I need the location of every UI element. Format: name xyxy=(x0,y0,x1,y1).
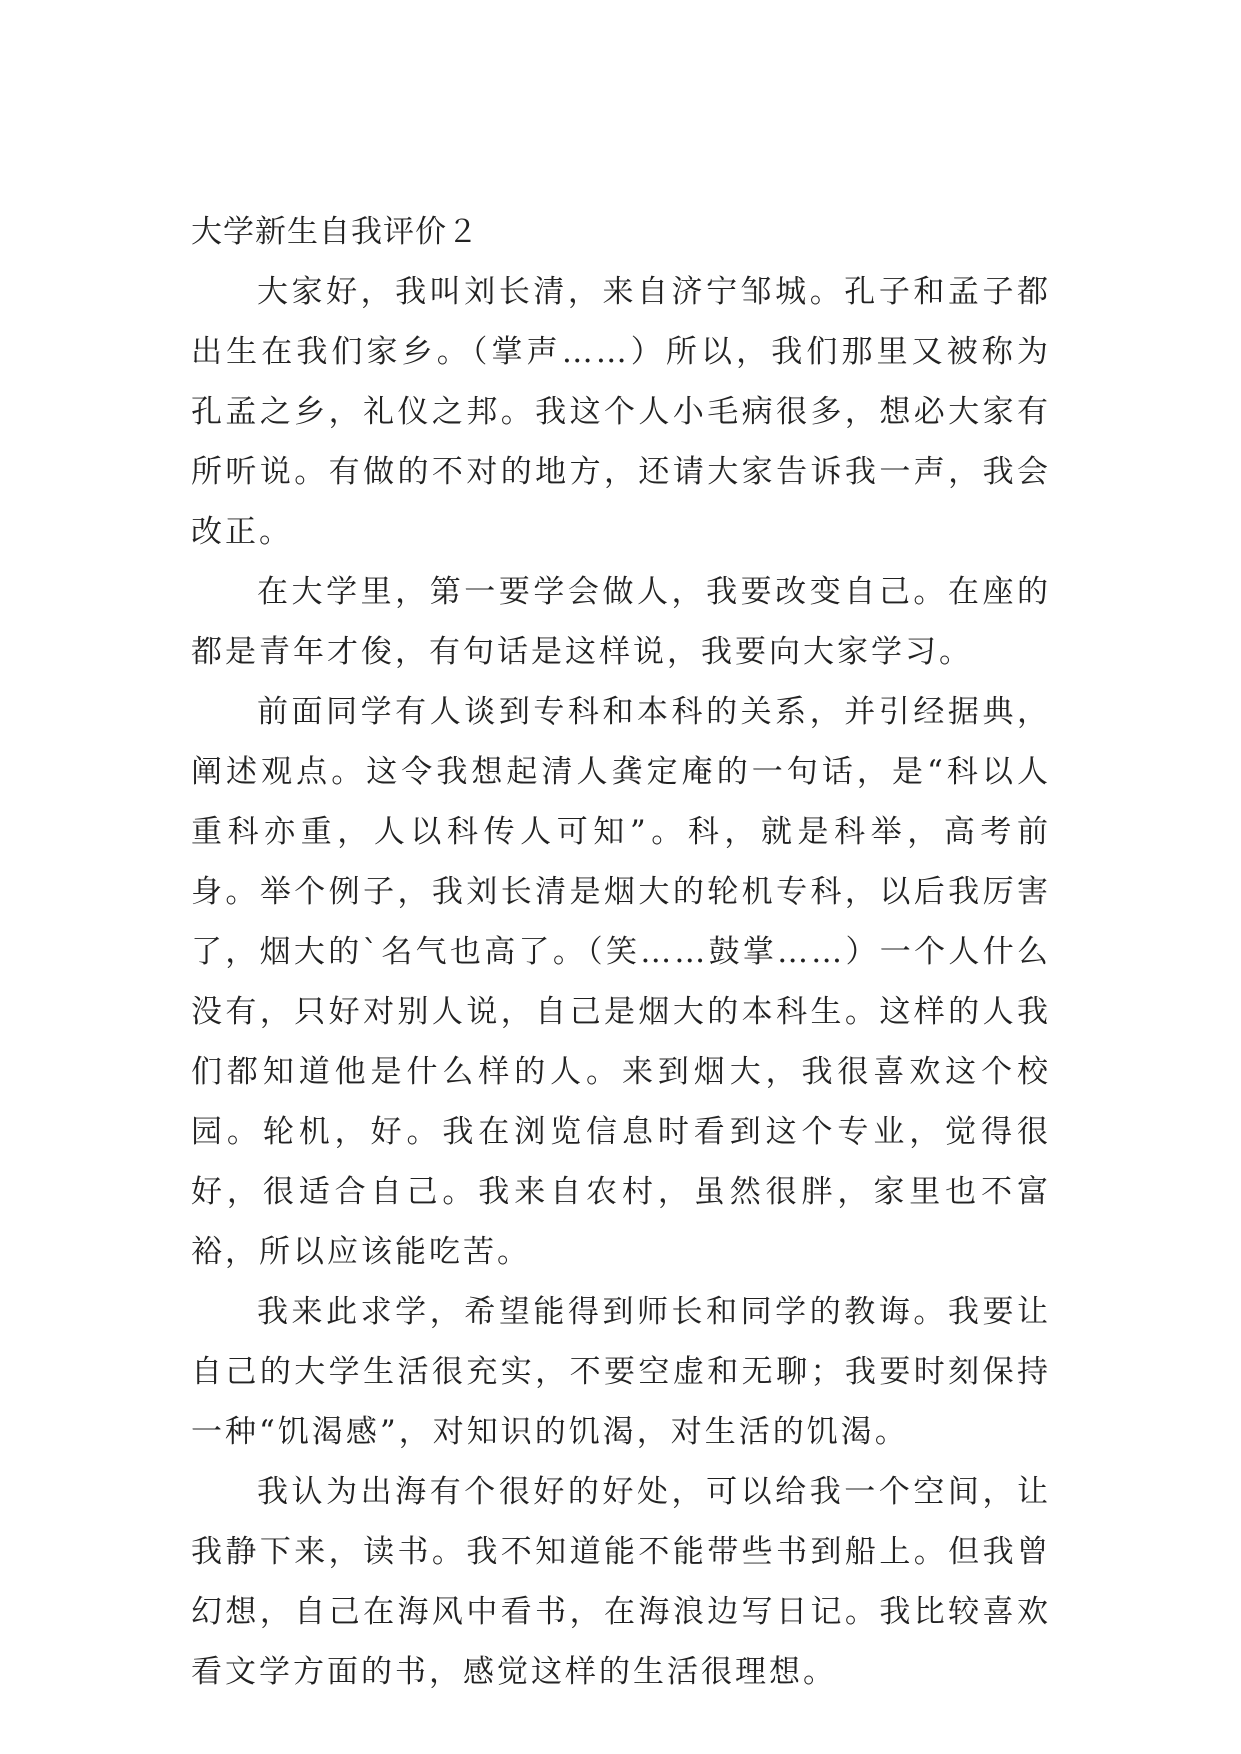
paragraph-university-goals: 在大学里，第一要学会做人，我要改变自己。在座的都是青年才俊，有句话是这样说，我要向大家学习。 xyxy=(191,574,1051,670)
paragraph-sea-reading: 我认为出海有个很好的好处，可以给我一个空间，让我静下来，读书。我不知道能不能带些书到船上。但我曾幻想，自己在海风中看书，在海浪边写日记。我比较喜欢看文学方面的书，感觉这样的生活很理想。 xyxy=(191,1474,1051,1690)
paragraph-major-choice: 前面同学有人谈到专科和本科的关系，并引经据典，阐述观点。这令我想起清人龚定庵的一句话，是“科以人重科亦重，人以科传人可知”。科，就是科举，高考前身。举个例子，我刘长清是烟大的轮机专科，以后我厉害了，烟大的`名气也高了。（笑……鼓掌……）一个人什么没有，只好对别人说，自己是烟大的本科生。这样的人我们都知道他是什么样的人。来到烟大，我很喜欢这个校园。轮机，好。我在浏览信息时看到这个专业，觉得很好，很适合自己。我来自农村，虽然很胖，家里也不富裕，所以应该能吃苦。 xyxy=(191,694,1051,1270)
document-page xyxy=(191,212,1051,1702)
document-title: 大学新生自我评价２ xyxy=(191,214,479,250)
paragraph-learning-attitude: 我来此求学，希望能得到师长和同学的教诲。我要让自己的大学生活很充实，不要空虚和无聊；我要时刻保持一种“饥渴感”，对知识的饥渴，对生活的饥渴。 xyxy=(191,1294,1051,1450)
paragraph-introduction: 大家好，我叫刘长清，来自济宁邹城。孔子和孟子都出生在我们家乡。（掌声……）所以，我们那里又被称为孔孟之乡，礼仪之邦。我这个人小毛病很多，想必大家有所听说。有做的不对的地方，还请大家告诉我一声，我会改正。 xyxy=(191,274,1051,550)
